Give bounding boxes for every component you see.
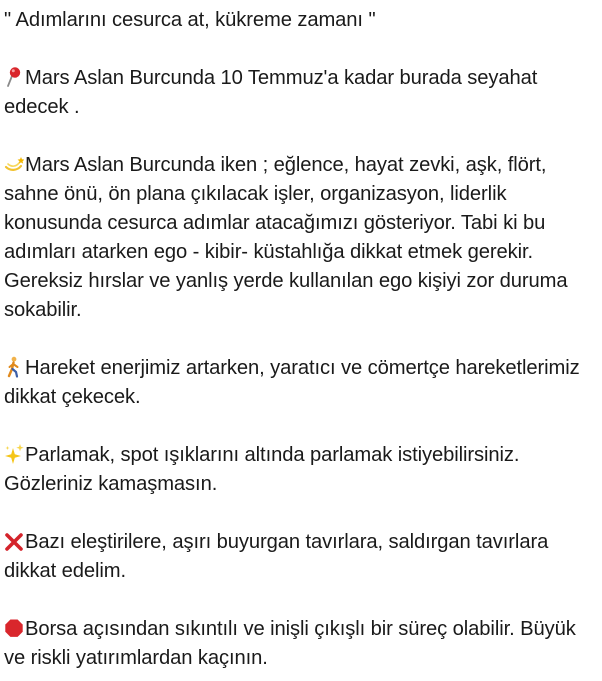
sparkles-icon xyxy=(4,443,24,465)
cross-mark-icon xyxy=(4,530,24,552)
paragraph-text: Bazı eleştirilere, aşırı buyurgan tavırlara, saldırgan tavırlara dikkat edelim. xyxy=(4,531,549,582)
paragraph-criticism xyxy=(4,528,594,586)
paragraph-text: Hareket enerjimiz artarken, yaratıcı ve cömertçe hareketlerimiz dikkat çekecek. xyxy=(4,357,580,408)
paragraph-mars-dates xyxy=(4,64,594,122)
paragraph-shine xyxy=(4,441,594,499)
paragraph-text: Mars Aslan Burcunda iken ; eğlence, hayat zevki, aşk, flört, sahne önü, ön plana çıkılacak işler, organizasyon, liderlik konusunda cesurca adımlar atacağımızı gösteriyor. Tabi ki bu adımları atarken ego - kibir- küstahlığa dikkat etmek gerekir. Gereksiz hırslar ve yanlış yerde kullanılan ego kişiyi zor duruma sokabilir. xyxy=(4,154,568,321)
person-walking-icon xyxy=(4,356,24,378)
paragraph-text: Borsa açısından sıkıntılı ve inişli çıkışlı bir süreç olabilir. Büyük ve riskli yatırımlardan kaçının. xyxy=(4,618,576,669)
paragraph-mars-effects xyxy=(4,151,594,325)
paragraph-text: Parlamak, spot ışıklarını altında parlamak istiyebilirsiniz. Gözleriniz kamaşmasın. xyxy=(4,444,520,495)
post-title: " Adımlarını cesurca at, kükreme zamanı " xyxy=(4,9,376,31)
round-pushpin-icon xyxy=(4,66,24,88)
paragraph-stock-market xyxy=(4,615,594,673)
paragraph-text: Mars Aslan Burcunda 10 Temmuz'a kadar burada seyahat edecek . xyxy=(4,67,538,118)
paragraph-energy xyxy=(4,354,594,412)
dizzy-icon xyxy=(4,153,24,175)
stop-sign-icon xyxy=(4,617,24,639)
